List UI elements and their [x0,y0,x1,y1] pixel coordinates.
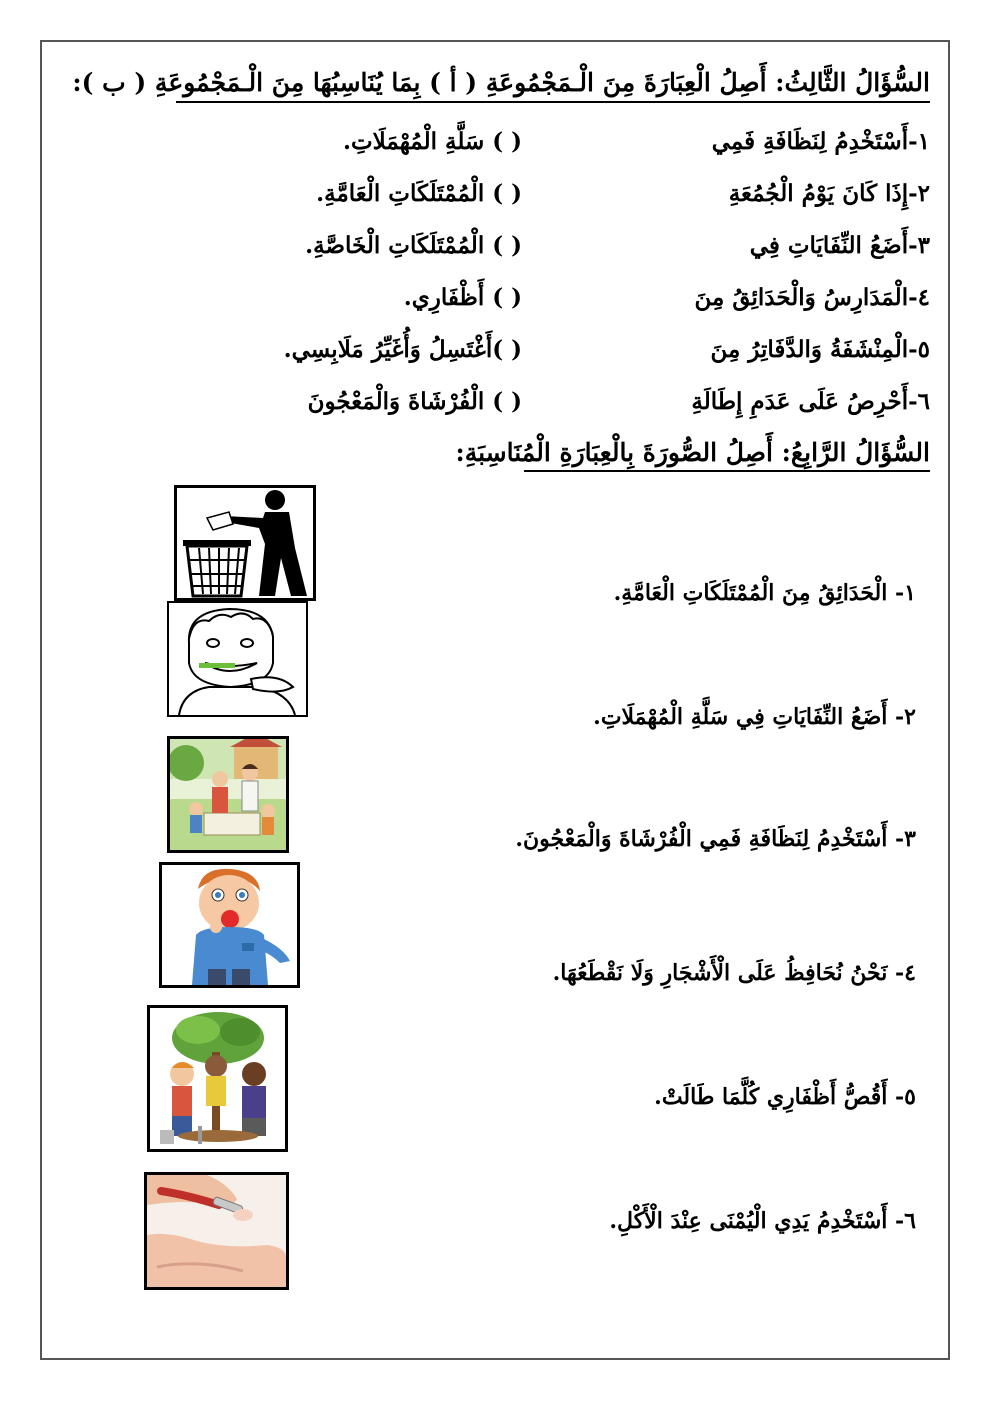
question-3-title: السُّؤَالُ الثَّالِثُ: أَصِلُ الْعِبَارَةَ مِنَ الْـمَجْمُوعَةِ ( أ ) بِمَا يُنَاسِبُهَا مِنَ الْـمَجْمُوعَةِ ( ب ): [72,68,930,97]
boy-brushing-teeth-picture[interactable] [167,601,308,717]
family-picnic-picture[interactable] [167,736,289,853]
question-4-title: السُّؤَالُ الرَّابِعُ: أَصِلُ الصُّورَةَ بِالْعِبَارَةِ الْمُنَاسِبَةِ: [455,438,930,467]
kids-planting-tree-picture[interactable] [147,1005,288,1152]
nail-clipper-picture[interactable] [144,1172,289,1290]
trash-bin-icon[interactable] [174,485,316,601]
group-a-item-6: ٦-أَحْرِصُ عَلَى عَدَمِ إِطَالَةِ [691,388,930,415]
group-b-item-1[interactable]: ( ) سَلَّةِ الْمُهْمَلَاتِ. [343,128,522,155]
group-a-item-3: ٣-أَضَعُ النِّفَايَاتِ فِي [749,232,930,259]
statement-2: ٢- أَضَعُ النِّفَايَاتِ فِي سَلَّةِ الْمُهْمَلَاتِ. [593,704,916,730]
group-b-item-2[interactable]: ( ) الْمُمْتَلَكَاتِ الْعَامَّةِ. [316,180,522,207]
statement-1: ١- الْحَدَائِقُ مِنَ الْمُمْتَلَكَاتِ الْعَامَّةِ. [613,580,916,606]
group-b-item-4[interactable]: ( ) أَظْفَارِي. [403,284,522,311]
statement-3: ٣- أَسْتَخْدِمُ لِنَظَافَةِ فَمِي الْفُرْشَاةَ وَالْمَعْجُونَ. [515,826,916,852]
group-b-item-5[interactable]: ( )أَغْتَسِلُ وَأُغَيِّرُ مَلَابِسِي. [283,336,522,363]
group-a-item-2: ٢-إِذَا كَانَ يَوْمُ الْجُمُعَةِ [728,180,930,207]
group-a-item-1: ١-أَسْتَخْدِمُ لِنَظَافَةِ فَمِي [711,128,930,155]
statement-6: ٦- أَسْتَخْدِمُ يَدِي الْيُمْنَى عِنْدَ الْأَكْلِ. [609,1208,916,1234]
boy-eating-apple-picture[interactable] [159,862,300,988]
group-b-item-6[interactable]: ( ) الْفُرْشَاةَ وَالْمَعْجُونَ [307,388,522,415]
group-b-item-3[interactable]: ( ) الْمُمْتَلَكَاتِ الْخَاصَّةِ. [305,232,522,259]
group-a-item-5: ٥-الْمِنْشَفَةُ وَالدَّفَاتِرُ مِنَ [710,336,930,363]
statement-4: ٤- نَحْنُ نُحَافِظُ عَلَى الْأَشْجَارِ وَلَا نَقْطَعُهَا. [552,960,916,986]
question-3-underline [176,101,930,103]
question-4-underline [524,470,930,472]
statement-5: ٥- أَقُصُّ أَظْفَارِي كُلَّمَا طَالَتْ. [654,1084,916,1110]
group-a-item-4: ٤-الْمَدَارِسُ وَالْحَدَائِقُ مِنَ [694,284,930,311]
